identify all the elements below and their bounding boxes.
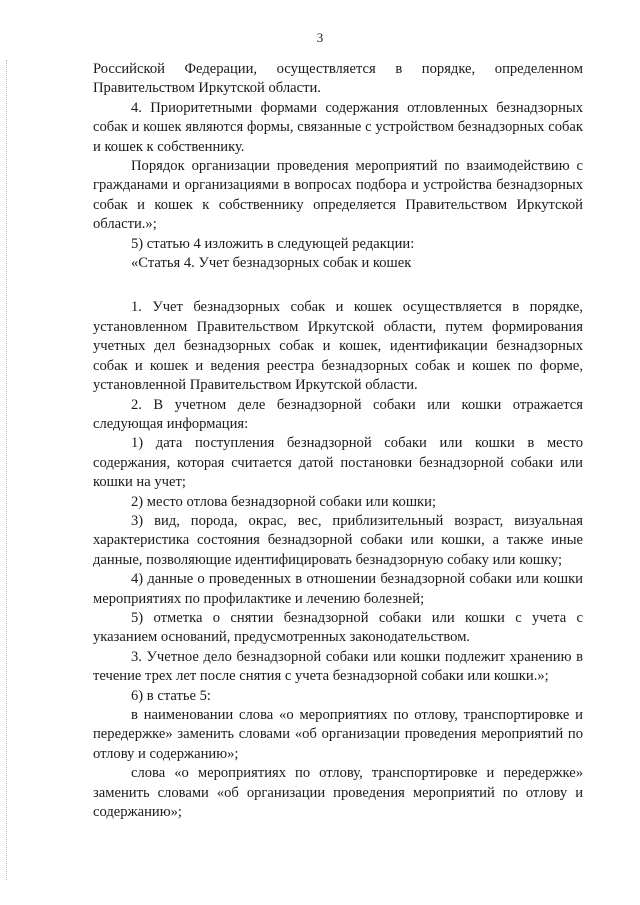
paragraph: Российской Федерации, осуществляется в порядке, определенном Правительством Иркутской области. [93,61,583,97]
paragraph: 1. Учет безнадзорных собак и кошек осуществляется в порядке, установленном Правительством Иркутской области, путем формирования учетных дел безнадзорных собак и кошек, идентификации безнадзорных собак и кошек и ведения реестра безнадзорных собак и кошек по форме, установленной Правительством Иркутской области. [93,299,583,394]
list-item: 1) дата поступления безнадзорной собаки или кошки в место содержания, которая считается датой постановки безнадзорной собаки или кошки на учет; [93,435,583,491]
document-body [93,60,583,822]
list-item: 2) место отлова безнадзорной собаки или кошки; [131,493,437,510]
paragraph: 6) в статье 5: [131,687,211,704]
list-item: 4) данные о проведенных в отношении безнадзорной собаки или кошки мероприятиях по профилактике и лечению болезней; [93,571,583,607]
paragraph: 3. Учетное дело безнадзорной собаки или кошки подлежит хранению в течение трех лет после снятия с учета безнадзорной собаки или кошки.»; [93,648,583,685]
paragraph: 2. В учетном деле безнадзорной собаки или кошки отражается следующая информация: [93,396,583,432]
paragraph: слова «о мероприятиях по отлову, транспортировке и передержке» заменить словами «об организации проведения мероприятий по отлову и содержанию»; [93,765,583,821]
list-item: 5) отметка о снятии безнадзорной собаки или кошки с учета с указанием оснований, предусмотренных законодательством. [93,609,583,646]
paragraph: в наименовании слова «о мероприятиях по отлову, транспортировке и передержке» заменить словами «об организации проведения мероприятий по отлову и содержанию»; [93,707,583,762]
paragraph-gap [93,273,583,298]
page-number: 3 [316,30,324,45]
article-heading: «Статья 4. Учет безнадзорных собак и кошек [131,255,412,272]
paragraph: 5) статью 4 изложить в следующей редакции: [131,235,415,252]
paragraph: 4. Приоритетными формами содержания отловленных безнадзорных собак и кошек являются формы, связанные с устройством безнадзорных собак и кошек к собственнику. [93,99,583,155]
list-item: 3) вид, порода, окрас, вес, приблизительный возраст, визуальная характеристика состояния безнадзорной собаки или кошки, а также иные данные, позволяющие идентифицировать безнадзорную собаку или кошку; [93,512,583,568]
paragraph: Порядок организации проведения мероприятий по взаимодействию с гражданами и организациями в вопросах подбора и устройства безнадзорных собак и кошек к собственнику определяется Правительством Иркутской области.»; [93,158,583,233]
scan-margin-marks [6,60,9,880]
